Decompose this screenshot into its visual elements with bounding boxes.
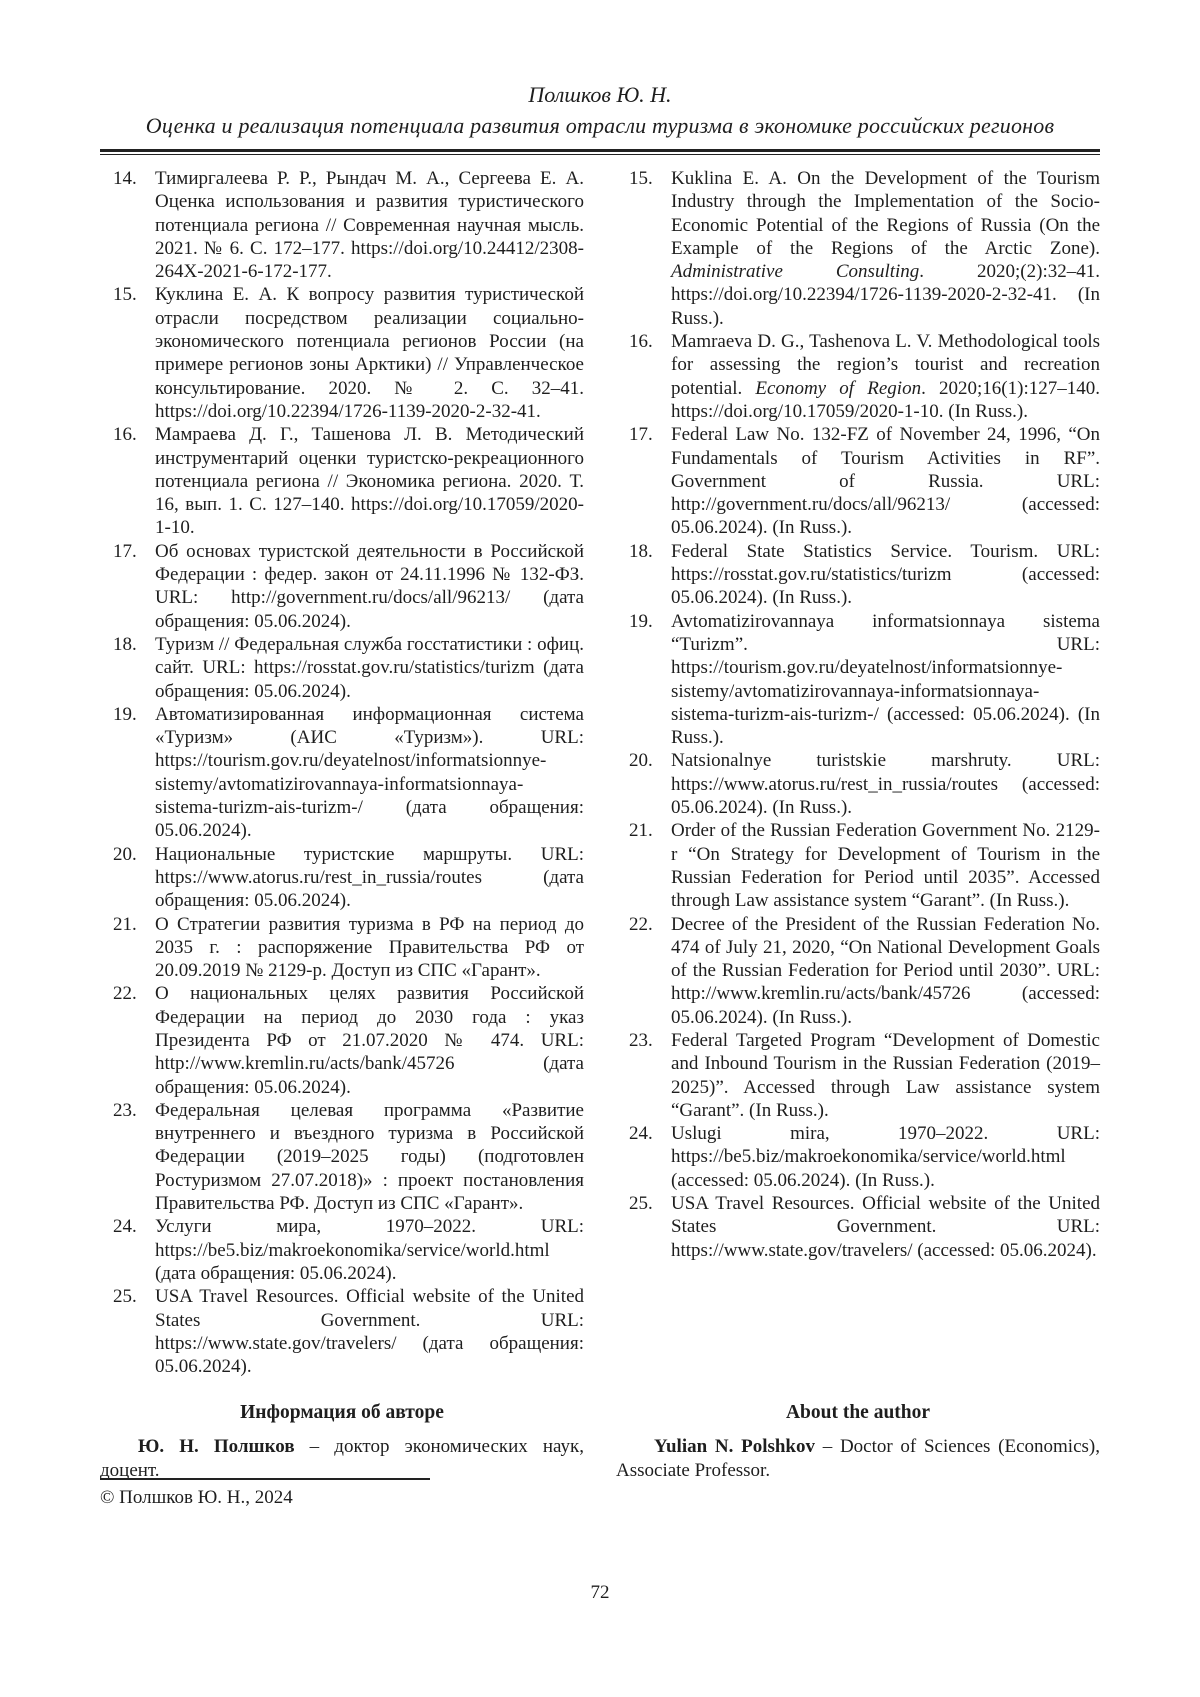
author-info-english bbox=[616, 1400, 1100, 1482]
reference-journal-title: Administrative Consulting bbox=[671, 261, 920, 283]
reference-text-segment: Об основах туристской деятельности в Российской Федерации : федер. закон от 24.11.1996 № 132-ФЗ. URL: http://government.ru/docs/all/96213/ (дата обращения: 05.06.2024). bbox=[155, 540, 584, 632]
reference-text bbox=[155, 1100, 584, 1214]
reference-text-segment: . 2020;16(1):127–140. https://doi.org/10.17059/2020-1-10. (In Russ.). bbox=[671, 377, 1100, 422]
reference-number: 23. bbox=[629, 1029, 653, 1051]
page-number: 72 bbox=[590, 1582, 610, 1603]
reference-number: 21. bbox=[629, 820, 653, 842]
author-info-heading-ru: Информация об авторе bbox=[240, 1402, 444, 1424]
reference-item bbox=[100, 1215, 584, 1285]
reference-text bbox=[671, 1123, 1100, 1191]
reference-number: 23. bbox=[113, 1099, 137, 1121]
reference-text-segment: Услуги мира, 1970–2022. URL: https://be5.biz/makroekonomika/service/world.html (дата обращения: 05.06.2024). bbox=[155, 1216, 584, 1284]
reference-text-segment: Автоматизированная информационная система «Туризм» (АИС «Туризм»). URL: https://tourism.gov.ru/deyatelnost/informatsionnye-sistemy/avtomatizirovannaya-informatsionnaya-sistema-turizm-ais-turizm-/ (дата обращения: 05.06.2024). bbox=[155, 703, 584, 842]
running-head-title: Оценка и реализация потенциала развития отрасли туризма в экономике российских регионов bbox=[145, 113, 1055, 138]
reference-text-segment: О национальных целях развития Российской Федерации на период до 2030 года : указ Президента РФ от 21.07.2020 № 474. URL: http://www.kremlin.ru/acts/bank/45726 (дата обращения: 05.06.2024). bbox=[155, 983, 584, 1098]
reference-item bbox=[616, 1122, 1100, 1192]
reference-text bbox=[671, 168, 1100, 329]
reference-text bbox=[671, 914, 1100, 1028]
author-degree-en: – Doctor of Sciences (Economics), Associate Professor. bbox=[616, 1436, 1100, 1481]
reference-text-segment: О Стратегии развития туризма в РФ на период до 2035 г. : распоряжение Правительства РФ от 20.09.2019 № 2129-р. Доступ из СПС «Гарант». bbox=[155, 913, 584, 982]
reference-item bbox=[100, 703, 584, 843]
reference-text-segment: Federal Law No. 132-FZ of November 24, 1996, “On Fundamentals of Tourism Activities in RF”. Government of Russia. URL: http://government.ru/docs/all/96213/ (accessed: 05.06.2024). (In Russ.). bbox=[671, 424, 1100, 539]
reference-item bbox=[100, 540, 584, 633]
reference-text-segment: USA Travel Resources. Official website of the United States Government. URL: https://www.state.gov/travelers/ (accessed: 05.06.2024). bbox=[671, 1193, 1100, 1261]
reference-text-segment: Kuklina E. A. On the Development of the Tourism Industry through the Implementation of the Socio-Economic Potential of the Regions of Russia (On the Example of the Regions of the Arctic Zone). bbox=[671, 168, 1100, 259]
running-head-author: Полшков Ю. Н. bbox=[528, 82, 672, 107]
reference-number: 14. bbox=[113, 168, 137, 189]
reference-text bbox=[155, 1286, 584, 1377]
reference-item bbox=[100, 633, 584, 703]
author-info-heading-en: About the author bbox=[785, 1402, 931, 1424]
reference-text bbox=[671, 424, 1100, 538]
reference-text bbox=[671, 611, 1100, 748]
reference-number: 18. bbox=[629, 540, 653, 562]
reference-text-segment: Uslugi mira, 1970–2022. URL: https://be5.biz/makroekonomika/service/world.html (accessed: 05.06.2024). (In Russ.). bbox=[671, 1123, 1100, 1191]
reference-text bbox=[155, 844, 584, 912]
reference-text-segment: Тимиргалеева Р. Р., Рындач М. А., Сергеева Е. А. Оценка использования и развития туристического потенциала региона // Современная научная мысль. 2021. № 6. С. 172–177. https://doi.org/10.24412/2308-264X-2021-6-172-177. bbox=[155, 168, 584, 283]
reference-text bbox=[155, 284, 584, 421]
author-info-text-en bbox=[616, 1435, 1100, 1482]
reference-number: 22. bbox=[629, 913, 653, 935]
author-info-russian bbox=[100, 1400, 584, 1482]
reference-text-segment: Federal Targeted Program “Development of Domestic and Inbound Tourism in the Russian Federation (2019–2025)”. Accessed through Law assistance system “Garant”. (In Russ.). bbox=[671, 1029, 1100, 1121]
reference-number: 20. bbox=[629, 750, 653, 772]
reference-number: 15. bbox=[629, 168, 653, 189]
reference-text-segment: USA Travel Resources. Official website of the United States Government. URL: https://www.state.gov/travelers/ (дата обращения: 05.06.2024). bbox=[155, 1286, 584, 1378]
reference-text bbox=[671, 750, 1100, 818]
reference-number: 24. bbox=[113, 1216, 137, 1238]
reference-item bbox=[616, 1192, 1100, 1262]
reference-item bbox=[100, 423, 584, 539]
author-name-en: Yulian N. Polshkov bbox=[654, 1436, 815, 1458]
reference-item bbox=[100, 982, 584, 1098]
page-header bbox=[100, 0, 1100, 155]
footnote-rule bbox=[100, 1478, 430, 1480]
reference-item bbox=[100, 283, 584, 423]
reference-number: 19. bbox=[113, 703, 137, 725]
author-name-ru: Ю. Н. Полшков bbox=[138, 1436, 295, 1458]
reference-text-segment: Национальные туристские маршруты. URL: https://www.atorus.ru/rest_in_russia/routes (дата обращения: 05.06.2024). bbox=[155, 843, 584, 912]
reference-number: 21. bbox=[113, 913, 137, 935]
references-list-russian bbox=[100, 167, 584, 1378]
reference-text-segment: Decree of the President of the Russian Federation No. 474 of July 21, 2020, “On National Development Goals of the Russian Federation for Period until 2030”. URL: http://www.kremlin.ru/acts/bank/45726 (accessed: 05.06.2024). (In Russ.). bbox=[671, 913, 1100, 1028]
reference-text bbox=[155, 168, 584, 282]
reference-text-segment: Avtomatizirovannaya informatsionnaya sistema “Turizm”. URL: https://tourism.gov.ru/deyatelnost/informatsionnye-sistemy/avtomatizirovannaya-informatsionnaya-sistema-turizm-ais-turizm-/ (accessed: 05.06.2024). (In Russ.). bbox=[671, 610, 1100, 749]
reference-item bbox=[100, 167, 584, 283]
reference-text bbox=[155, 914, 584, 982]
reference-text-segment: Natsionalnye turistskie marshruty. URL: https://www.atorus.ru/rest_in_russia/routes (accessed: 05.06.2024). (In Russ.). bbox=[671, 750, 1100, 819]
reference-journal-title: Economy of Region bbox=[755, 377, 922, 399]
reference-item bbox=[616, 610, 1100, 750]
author-degree-ru: – доктор экономических наук, доцент. bbox=[100, 1436, 584, 1481]
references-list-english bbox=[616, 167, 1100, 1378]
reference-item bbox=[616, 330, 1100, 423]
reference-item bbox=[616, 167, 1100, 330]
reference-item bbox=[616, 819, 1100, 912]
reference-item bbox=[616, 1029, 1100, 1122]
reference-text bbox=[155, 704, 584, 841]
references-section bbox=[100, 167, 1100, 1482]
reference-text bbox=[671, 1193, 1100, 1261]
reference-number: 17. bbox=[629, 424, 653, 446]
reference-number: 18. bbox=[113, 633, 137, 655]
reference-text bbox=[671, 331, 1100, 422]
reference-text bbox=[155, 983, 584, 1097]
copyright-line: © Полшков Ю. Н., 2024 bbox=[100, 1487, 293, 1508]
reference-item bbox=[100, 1285, 584, 1378]
journal-page bbox=[100, 0, 1100, 1482]
reference-text-segment: Мамраева Д. Г., Ташенова Л. В. Методический инструментарий оценки туристско-рекреационного потенциала региона // Экономика региона. 2020. Т. 16, вып. 1. С. 127–140. https://doi.org/10.17059/2020-1-10. bbox=[155, 424, 584, 539]
reference-number: 16. bbox=[629, 331, 653, 353]
reference-text-segment: Куклина Е. А. К вопросу развития туристической отрасли посредством реализации социально-экономического потенциала регионов России (на примере регионов зоны Арктики) // Управленческое консультирование. 2020. № 2. С. 32–41. https://doi.org/10.22394/1726-1139-2020-2-32-41. bbox=[155, 284, 584, 422]
reference-text bbox=[155, 541, 584, 632]
reference-item bbox=[100, 1099, 584, 1215]
reference-text-segment: Mamraeva D. G., Tashenova L. V. Methodological tools for assessing the region’s tourist and recreation potential. bbox=[671, 331, 1100, 399]
reference-item bbox=[616, 913, 1100, 1029]
reference-text bbox=[671, 820, 1100, 911]
reference-number: 19. bbox=[629, 610, 653, 632]
reference-text-segment: . 2020;(2):32–41. https://doi.org/10.22394/1726-1139-2020-2-32-41. (In Russ.). bbox=[671, 261, 1100, 329]
reference-text bbox=[155, 424, 584, 538]
reference-item bbox=[616, 540, 1100, 610]
reference-item bbox=[100, 913, 584, 983]
header-divider bbox=[100, 149, 1100, 155]
reference-text bbox=[155, 1216, 584, 1284]
reference-text-segment: Order of the Russian Federation Government No. 2129-r “On Strategy for Development of Tourism in the Russian Federation for Period until 2035”. Accessed through Law assistance system “Garant”. (In Russ.). bbox=[671, 820, 1100, 912]
reference-item bbox=[616, 749, 1100, 819]
reference-text bbox=[155, 634, 584, 702]
reference-item bbox=[616, 423, 1100, 539]
author-info-text-ru bbox=[100, 1435, 584, 1482]
reference-number: 22. bbox=[113, 983, 137, 1005]
reference-number: 25. bbox=[113, 1286, 137, 1308]
reference-number: 17. bbox=[113, 540, 137, 562]
reference-number: 25. bbox=[629, 1193, 653, 1215]
reference-number: 16. bbox=[113, 424, 137, 446]
reference-text-segment: Federal State Statistics Service. Tourism. URL: https://rosstat.gov.ru/statistics/turizm (accessed: 05.06.2024). (In Russ.). bbox=[671, 540, 1100, 609]
reference-number: 24. bbox=[629, 1123, 653, 1145]
reference-text bbox=[671, 1030, 1100, 1121]
reference-number: 20. bbox=[113, 843, 137, 865]
reference-text-segment: Федеральная целевая программа «Развитие внутреннего и въездного туризма в Российской Федерации (2019–2025 годы) (подготовлен Ростуризмом 27.07.2018)» : проект постановления Правительства РФ. Доступ из СПС «Гарант». bbox=[155, 1099, 584, 1215]
reference-text-segment: Туризм // Федеральная служба госстатистики : офиц. сайт. URL: https://rosstat.gov.ru/statistics/turizm (дата обращения: 05.06.2024). bbox=[155, 633, 584, 702]
reference-number: 15. bbox=[113, 284, 137, 306]
reference-text bbox=[671, 541, 1100, 609]
reference-item bbox=[100, 843, 584, 913]
